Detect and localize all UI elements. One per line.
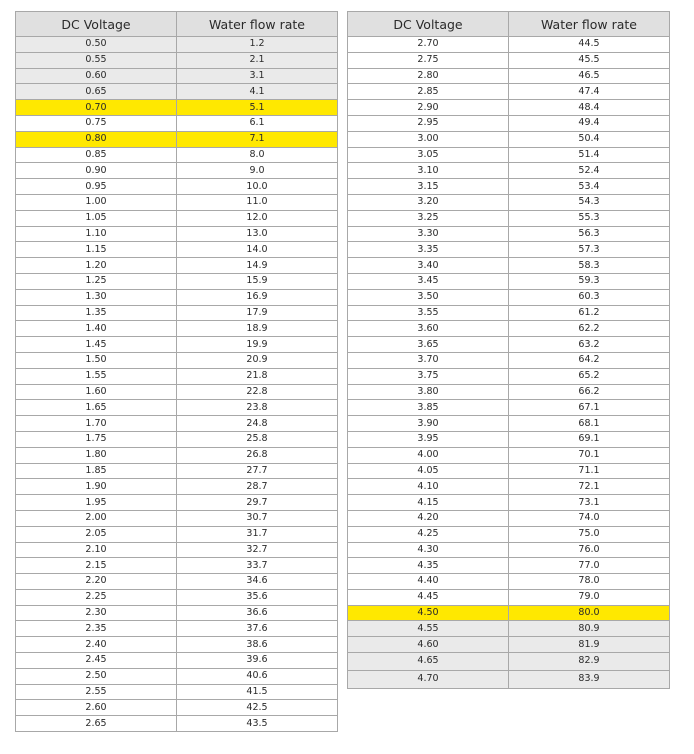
cell-water-flow-rate: 64.2 <box>509 352 670 368</box>
cell-water-flow-rate: 20.9 <box>177 352 338 368</box>
table-row <box>16 384 338 400</box>
table-row <box>16 668 338 684</box>
cell-water-flow-rate: 35.6 <box>177 589 338 605</box>
table-row <box>16 242 338 258</box>
table-row <box>16 605 338 621</box>
table-row <box>16 653 338 669</box>
cell-water-flow-rate: 45.5 <box>509 52 670 68</box>
cell-dc-voltage: 1.25 <box>16 273 177 289</box>
cell-water-flow-rate: 27.7 <box>177 463 338 479</box>
table-row <box>348 37 670 53</box>
cell-water-flow-rate: 70.1 <box>509 447 670 463</box>
table-row <box>348 194 670 210</box>
cell-dc-voltage: 0.90 <box>16 163 177 179</box>
voltage-flow-table-right <box>347 11 670 689</box>
cell-dc-voltage: 1.85 <box>16 463 177 479</box>
cell-water-flow-rate: 65.2 <box>509 368 670 384</box>
cell-dc-voltage: 2.05 <box>16 526 177 542</box>
cell-dc-voltage: 3.30 <box>348 226 509 242</box>
cell-water-flow-rate: 30.7 <box>177 510 338 526</box>
cell-dc-voltage: 1.50 <box>16 352 177 368</box>
cell-dc-voltage: 0.70 <box>16 100 177 116</box>
cell-dc-voltage: 0.55 <box>16 52 177 68</box>
cell-water-flow-rate: 11.0 <box>177 194 338 210</box>
cell-water-flow-rate: 43.5 <box>177 716 338 732</box>
cell-dc-voltage: 1.45 <box>16 337 177 353</box>
cell-dc-voltage: 1.05 <box>16 210 177 226</box>
table-row <box>16 179 338 195</box>
cell-water-flow-rate: 8.0 <box>177 147 338 163</box>
cell-dc-voltage: 2.85 <box>348 84 509 100</box>
table-row <box>348 542 670 558</box>
cell-water-flow-rate: 42.5 <box>177 700 338 716</box>
cell-water-flow-rate: 60.3 <box>509 289 670 305</box>
cell-water-flow-rate: 44.5 <box>509 37 670 53</box>
cell-dc-voltage: 0.80 <box>16 131 177 147</box>
table-body <box>16 37 338 732</box>
cell-water-flow-rate: 56.3 <box>509 226 670 242</box>
cell-water-flow-rate: 40.6 <box>177 668 338 684</box>
cell-dc-voltage: 0.95 <box>16 179 177 195</box>
cell-dc-voltage: 1.35 <box>16 305 177 321</box>
table-header-row <box>348 12 670 37</box>
table-row <box>16 226 338 242</box>
table-row <box>348 670 670 688</box>
cell-water-flow-rate: 16.9 <box>177 289 338 305</box>
cell-dc-voltage: 1.55 <box>16 368 177 384</box>
table-row <box>348 179 670 195</box>
cell-water-flow-rate: 76.0 <box>509 542 670 558</box>
cell-water-flow-rate: 78.0 <box>509 574 670 590</box>
table-row <box>16 621 338 637</box>
table-row <box>16 210 338 226</box>
cell-water-flow-rate: 19.9 <box>177 337 338 353</box>
cell-dc-voltage: 4.40 <box>348 574 509 590</box>
cell-dc-voltage: 0.85 <box>16 147 177 163</box>
cell-water-flow-rate: 68.1 <box>509 416 670 432</box>
table-row <box>16 510 338 526</box>
cell-water-flow-rate: 17.9 <box>177 305 338 321</box>
cell-dc-voltage: 1.00 <box>16 194 177 210</box>
table-row <box>348 305 670 321</box>
table-row <box>348 589 670 605</box>
table-row <box>348 273 670 289</box>
cell-water-flow-rate: 7.1 <box>177 131 338 147</box>
table-row <box>348 337 670 353</box>
cell-dc-voltage: 2.50 <box>16 668 177 684</box>
cell-dc-voltage: 2.25 <box>16 589 177 605</box>
table-row <box>16 684 338 700</box>
table-row <box>16 416 338 432</box>
table-row <box>16 84 338 100</box>
cell-dc-voltage: 0.60 <box>16 68 177 84</box>
table-header-row <box>16 12 338 37</box>
table-row <box>16 321 338 337</box>
cell-water-flow-rate: 28.7 <box>177 479 338 495</box>
cell-water-flow-rate: 26.8 <box>177 447 338 463</box>
cell-water-flow-rate: 25.8 <box>177 431 338 447</box>
table-row <box>16 400 338 416</box>
cell-water-flow-rate: 59.3 <box>509 273 670 289</box>
cell-dc-voltage: 3.95 <box>348 431 509 447</box>
table-row <box>348 479 670 495</box>
cell-water-flow-rate: 80.9 <box>509 621 670 637</box>
table-row <box>348 637 670 653</box>
cell-water-flow-rate: 51.4 <box>509 147 670 163</box>
cell-water-flow-rate: 23.8 <box>177 400 338 416</box>
table-row <box>16 100 338 116</box>
cell-dc-voltage: 1.90 <box>16 479 177 495</box>
table-row <box>16 589 338 605</box>
table-row <box>348 431 670 447</box>
cell-water-flow-rate: 72.1 <box>509 479 670 495</box>
cell-water-flow-rate: 5.1 <box>177 100 338 116</box>
cell-dc-voltage: 4.60 <box>348 637 509 653</box>
cell-water-flow-rate: 67.1 <box>509 400 670 416</box>
cell-water-flow-rate: 77.0 <box>509 558 670 574</box>
cell-dc-voltage: 4.20 <box>348 510 509 526</box>
cell-water-flow-rate: 71.1 <box>509 463 670 479</box>
cell-water-flow-rate: 69.1 <box>509 431 670 447</box>
table-row <box>16 305 338 321</box>
cell-water-flow-rate: 29.7 <box>177 495 338 511</box>
cell-dc-voltage: 3.20 <box>348 194 509 210</box>
cell-dc-voltage: 3.40 <box>348 258 509 274</box>
table-row <box>348 242 670 258</box>
cell-dc-voltage: 4.70 <box>348 670 509 688</box>
table-row <box>348 368 670 384</box>
cell-water-flow-rate: 1.2 <box>177 37 338 53</box>
cell-water-flow-rate: 32.7 <box>177 542 338 558</box>
cell-water-flow-rate: 34.6 <box>177 574 338 590</box>
table-row <box>16 431 338 447</box>
table-row <box>16 352 338 368</box>
cell-water-flow-rate: 47.4 <box>509 84 670 100</box>
table-row <box>348 163 670 179</box>
table-row <box>16 52 338 68</box>
cell-dc-voltage: 2.35 <box>16 621 177 637</box>
cell-dc-voltage: 3.00 <box>348 131 509 147</box>
table-row <box>16 700 338 716</box>
table-row <box>16 368 338 384</box>
table-row <box>16 716 338 732</box>
table-row <box>348 84 670 100</box>
cell-water-flow-rate: 52.4 <box>509 163 670 179</box>
table-row <box>16 273 338 289</box>
cell-dc-voltage: 1.75 <box>16 431 177 447</box>
cell-dc-voltage: 1.10 <box>16 226 177 242</box>
cell-dc-voltage: 4.45 <box>348 589 509 605</box>
cell-dc-voltage: 2.95 <box>348 115 509 131</box>
cell-water-flow-rate: 13.0 <box>177 226 338 242</box>
table-row <box>348 68 670 84</box>
cell-dc-voltage: 4.65 <box>348 653 509 671</box>
cell-dc-voltage: 3.45 <box>348 273 509 289</box>
cell-water-flow-rate: 10.0 <box>177 179 338 195</box>
cell-water-flow-rate: 33.7 <box>177 558 338 574</box>
table-row <box>16 147 338 163</box>
cell-dc-voltage: 1.65 <box>16 400 177 416</box>
cell-dc-voltage: 3.55 <box>348 305 509 321</box>
cell-water-flow-rate: 73.1 <box>509 495 670 511</box>
cell-dc-voltage: 4.05 <box>348 463 509 479</box>
table-row <box>348 321 670 337</box>
cell-dc-voltage: 3.80 <box>348 384 509 400</box>
table-row <box>16 337 338 353</box>
table-row <box>348 605 670 621</box>
cell-dc-voltage: 2.15 <box>16 558 177 574</box>
cell-dc-voltage: 3.25 <box>348 210 509 226</box>
cell-dc-voltage: 4.10 <box>348 479 509 495</box>
cell-dc-voltage: 2.60 <box>16 700 177 716</box>
table-row <box>348 495 670 511</box>
table-row <box>348 400 670 416</box>
cell-dc-voltage: 1.95 <box>16 495 177 511</box>
cell-water-flow-rate: 79.0 <box>509 589 670 605</box>
table-row <box>348 147 670 163</box>
table-body <box>348 37 670 689</box>
table-row <box>348 653 670 671</box>
table-row <box>348 510 670 526</box>
table-row <box>16 68 338 84</box>
cell-water-flow-rate: 24.8 <box>177 416 338 432</box>
cell-water-flow-rate: 46.5 <box>509 68 670 84</box>
cell-water-flow-rate: 9.0 <box>177 163 338 179</box>
cell-water-flow-rate: 4.1 <box>177 84 338 100</box>
table-row <box>16 194 338 210</box>
cell-water-flow-rate: 41.5 <box>177 684 338 700</box>
table-row <box>16 542 338 558</box>
cell-dc-voltage: 2.70 <box>348 37 509 53</box>
cell-water-flow-rate: 75.0 <box>509 526 670 542</box>
cell-dc-voltage: 4.50 <box>348 605 509 621</box>
cell-dc-voltage: 3.35 <box>348 242 509 258</box>
table-row <box>16 495 338 511</box>
cell-water-flow-rate: 55.3 <box>509 210 670 226</box>
cell-water-flow-rate: 66.2 <box>509 384 670 400</box>
cell-dc-voltage: 1.15 <box>16 242 177 258</box>
cell-water-flow-rate: 14.0 <box>177 242 338 258</box>
cell-water-flow-rate: 22.8 <box>177 384 338 400</box>
table-row <box>348 526 670 542</box>
cell-dc-voltage: 3.70 <box>348 352 509 368</box>
cell-dc-voltage: 3.10 <box>348 163 509 179</box>
cell-water-flow-rate: 63.2 <box>509 337 670 353</box>
cell-water-flow-rate: 39.6 <box>177 653 338 669</box>
cell-dc-voltage: 0.65 <box>16 84 177 100</box>
voltage-flow-table-left <box>15 11 338 732</box>
cell-water-flow-rate: 12.0 <box>177 210 338 226</box>
table-row <box>16 558 338 574</box>
table-row <box>348 226 670 242</box>
header-dc-voltage: DC Voltage <box>348 12 509 37</box>
cell-water-flow-rate: 38.6 <box>177 637 338 653</box>
table-row <box>348 289 670 305</box>
cell-dc-voltage: 2.45 <box>16 653 177 669</box>
cell-dc-voltage: 4.30 <box>348 542 509 558</box>
cell-dc-voltage: 4.35 <box>348 558 509 574</box>
table-row <box>16 289 338 305</box>
cell-water-flow-rate: 15.9 <box>177 273 338 289</box>
cell-dc-voltage: 1.20 <box>16 258 177 274</box>
table-row <box>348 131 670 147</box>
table-row <box>348 52 670 68</box>
cell-dc-voltage: 3.65 <box>348 337 509 353</box>
cell-water-flow-rate: 31.7 <box>177 526 338 542</box>
table-row <box>348 621 670 637</box>
cell-dc-voltage: 2.00 <box>16 510 177 526</box>
cell-dc-voltage: 3.60 <box>348 321 509 337</box>
cell-water-flow-rate: 48.4 <box>509 100 670 116</box>
cell-water-flow-rate: 49.4 <box>509 115 670 131</box>
table-row <box>16 463 338 479</box>
cell-dc-voltage: 3.15 <box>348 179 509 195</box>
cell-dc-voltage: 2.75 <box>348 52 509 68</box>
cell-dc-voltage: 1.80 <box>16 447 177 463</box>
cell-water-flow-rate: 6.1 <box>177 115 338 131</box>
cell-dc-voltage: 3.85 <box>348 400 509 416</box>
cell-water-flow-rate: 14.9 <box>177 258 338 274</box>
cell-water-flow-rate: 58.3 <box>509 258 670 274</box>
cell-water-flow-rate: 81.9 <box>509 637 670 653</box>
cell-dc-voltage: 1.30 <box>16 289 177 305</box>
cell-water-flow-rate: 74.0 <box>509 510 670 526</box>
table-row <box>16 447 338 463</box>
table-row <box>348 100 670 116</box>
cell-water-flow-rate: 37.6 <box>177 621 338 637</box>
cell-water-flow-rate: 80.0 <box>509 605 670 621</box>
cell-dc-voltage: 4.15 <box>348 495 509 511</box>
table-row <box>16 258 338 274</box>
table-row <box>348 258 670 274</box>
table-row <box>16 479 338 495</box>
cell-dc-voltage: 4.00 <box>348 447 509 463</box>
cell-water-flow-rate: 54.3 <box>509 194 670 210</box>
table-row <box>16 115 338 131</box>
cell-water-flow-rate: 3.1 <box>177 68 338 84</box>
header-dc-voltage: DC Voltage <box>16 12 177 37</box>
cell-dc-voltage: 0.75 <box>16 115 177 131</box>
cell-dc-voltage: 2.30 <box>16 605 177 621</box>
cell-dc-voltage: 2.20 <box>16 574 177 590</box>
cell-water-flow-rate: 50.4 <box>509 131 670 147</box>
cell-water-flow-rate: 21.8 <box>177 368 338 384</box>
table-row <box>348 352 670 368</box>
table-row <box>348 463 670 479</box>
cell-water-flow-rate: 2.1 <box>177 52 338 68</box>
cell-water-flow-rate: 62.2 <box>509 321 670 337</box>
cell-dc-voltage: 0.50 <box>16 37 177 53</box>
cell-water-flow-rate: 82.9 <box>509 653 670 671</box>
table-row <box>16 163 338 179</box>
cell-water-flow-rate: 57.3 <box>509 242 670 258</box>
cell-dc-voltage: 2.65 <box>16 716 177 732</box>
cell-dc-voltage: 4.25 <box>348 526 509 542</box>
cell-water-flow-rate: 83.9 <box>509 670 670 688</box>
table-row <box>348 558 670 574</box>
cell-dc-voltage: 3.05 <box>348 147 509 163</box>
table-row <box>348 384 670 400</box>
table-row <box>348 416 670 432</box>
cell-dc-voltage: 2.55 <box>16 684 177 700</box>
cell-dc-voltage: 1.40 <box>16 321 177 337</box>
table-row <box>16 37 338 53</box>
cell-water-flow-rate: 18.9 <box>177 321 338 337</box>
cell-dc-voltage: 4.55 <box>348 621 509 637</box>
table-row <box>348 210 670 226</box>
cell-water-flow-rate: 53.4 <box>509 179 670 195</box>
cell-dc-voltage: 3.75 <box>348 368 509 384</box>
table-row <box>16 574 338 590</box>
cell-dc-voltage: 2.90 <box>348 100 509 116</box>
header-water-flow-rate: Water flow rate <box>177 12 338 37</box>
cell-water-flow-rate: 36.6 <box>177 605 338 621</box>
table-row <box>348 574 670 590</box>
cell-dc-voltage: 3.50 <box>348 289 509 305</box>
cell-dc-voltage: 2.80 <box>348 68 509 84</box>
cell-dc-voltage: 1.60 <box>16 384 177 400</box>
cell-water-flow-rate: 61.2 <box>509 305 670 321</box>
cell-dc-voltage: 1.70 <box>16 416 177 432</box>
table-row <box>348 447 670 463</box>
table-row <box>348 115 670 131</box>
table-row <box>16 131 338 147</box>
table-row <box>16 526 338 542</box>
table-row <box>16 637 338 653</box>
cell-dc-voltage: 2.40 <box>16 637 177 653</box>
cell-dc-voltage: 3.90 <box>348 416 509 432</box>
header-water-flow-rate: Water flow rate <box>509 12 670 37</box>
cell-dc-voltage: 2.10 <box>16 542 177 558</box>
